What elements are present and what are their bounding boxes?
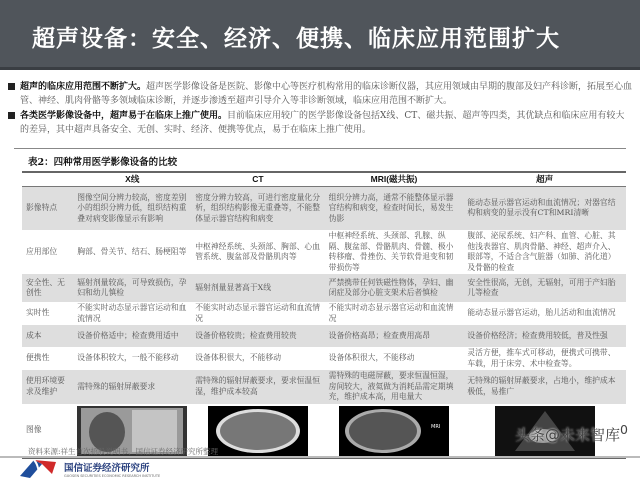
- table-cell: 辐射剂量较高，可导致损伤，孕妇和幼儿慎检: [73, 274, 191, 302]
- row-label: 便携性: [26, 353, 50, 363]
- bullet-item: [8, 80, 633, 108]
- bullet-item: [8, 109, 633, 137]
- table-cell: 灵活方便，推车式可移动，便携式可携带、车载，用于床旁、术中检查等。: [467, 348, 616, 368]
- bullet-list: [8, 80, 633, 138]
- table-row: [22, 274, 626, 302]
- comparison-table: [22, 171, 626, 459]
- logo-icon: [18, 458, 58, 480]
- table-cell: 设备价格适中；检查费用适中: [73, 325, 191, 347]
- source-note: 资料来源:祥生首次招股说明书、国信证券经济研究所整理: [28, 447, 219, 456]
- table-cell: 腹部、泌尿系统、妇产科、血管、心脏、其他浅表器官、肌肉骨骼、神经、超声介入、眼部等，不适合含气脏器（如肺、消化道）及骨骼的检查: [467, 231, 616, 272]
- table-cell: 需特殊的电磁屏蔽，要求恒温恒湿，房间较大，液氦做为消耗品需定期填充，维护成本高，用电量大: [325, 370, 464, 404]
- table-cell: 辐射剂量显著高于X线: [191, 274, 324, 302]
- table-title: 表2：四种常用医学影像设备的比较: [28, 157, 178, 168]
- row-label: 使用环境要求及维护: [22, 370, 73, 404]
- table-cell: 设备体积很大，不能移动: [195, 353, 282, 363]
- bullet-square-icon: [8, 83, 15, 90]
- watermark-text: 头条@未来智库: [515, 426, 621, 444]
- table-cell: 需特殊的辐射屏蔽要求: [73, 370, 191, 404]
- table-cell: 不能实时动态显示器官运动和血流情况: [77, 303, 187, 323]
- table-cell: 安全性很高，无创，无辐射，可用于产妇胎儿等检查: [463, 274, 626, 302]
- table-row: [22, 347, 626, 370]
- table-row: [22, 370, 626, 404]
- table-cell: 能动态显示器官运动，胎儿活动和血流情况: [467, 308, 616, 318]
- table-cell: 设备价格经济；检查费用较低，普及性强: [463, 325, 626, 347]
- company-logo: [18, 458, 160, 480]
- table-cell: 中枢神经系统、头颈部、胸部、心血管系统、腹盆部及骨骼肌肉等: [195, 241, 321, 261]
- row-label: 影像特点: [22, 186, 73, 230]
- table-cell: 需特殊的辐射屏蔽要求，要求恒温恒湿，维护成本较高: [191, 370, 324, 404]
- table-cell: 图像空间分辨力较高，密度差别小的组织分辨力低，组织结构重叠对病变影像显示有影响: [73, 186, 191, 230]
- watermark: [515, 422, 628, 445]
- ct-image: [208, 406, 308, 456]
- table-cell: 严禁携带任何铁磁性物体，孕妇、幽闭症及部分心脏支架术后者慎检: [325, 274, 464, 302]
- bullet-text: 超声医学影像设备是医院、影像中心等医疗机构常用的临床诊断仪器，其应用领域由早期的腹部及妇产科诊断，拓展至心血管、神经、肌肉骨骼等多领域临床诊断，并逐步渗透至超声引导介入等非诊断领域，临床应用范围不断扩大。: [20, 82, 633, 106]
- column-header: X线: [73, 172, 191, 186]
- column-header: 超声: [463, 172, 626, 186]
- table-row: [22, 230, 626, 274]
- mri-image: [339, 406, 449, 456]
- row-label: 图像: [26, 425, 42, 435]
- table-cell: 设备体积较大，一般不能移动: [77, 353, 179, 363]
- bullet-heading: 各类医学影像设备中，超声易于在临床上推广使用。: [20, 111, 228, 121]
- table-header-row: [22, 172, 626, 186]
- image-cell: [325, 404, 464, 459]
- page-title: 超声设备：安全、经济、便携、临床应用范围扩大: [32, 25, 560, 52]
- bullet-heading: 超声的临床应用范围不断扩大。: [20, 82, 147, 92]
- title-bar: [0, 0, 640, 70]
- row-label: 实时性: [26, 308, 50, 318]
- logo-subtext: GUOSEN SECURITIES ECONOMIC RESEARCH INSTITUTE: [64, 474, 161, 478]
- table-cell: 能动态显示器官运动和血流情况；对器官结构和病变的显示没有CT和MRI清晰: [463, 186, 626, 230]
- table-cell: 不能实时动态显示器官运动和血流情况: [328, 303, 454, 323]
- column-header: MRI(磁共振): [325, 172, 464, 186]
- table-cell: 设备价格较贵；检查费用较贵: [191, 325, 324, 347]
- logo-text: 国信证券经济研究所: [64, 463, 150, 474]
- table-cell: 不能实时动态显示器官运动和血流情况: [195, 303, 321, 323]
- svg-text:MRI: MRI: [431, 423, 441, 430]
- table-cell: 密度分辨力较高，可进行密度量化分析，组织结构影像无重叠等，不能整体显示器官结构和病变: [191, 186, 324, 230]
- row-label: 应用部位: [26, 246, 58, 256]
- column-header: CT: [191, 172, 324, 186]
- table-row: [22, 325, 626, 347]
- page-number: 0: [620, 422, 628, 437]
- table-cell: 无特殊的辐射屏蔽要求，占地小，维护成本极低，易推广: [463, 370, 626, 404]
- table-row: [22, 186, 626, 230]
- table-cell: 设备体积很大，不能移动: [328, 353, 415, 363]
- table-cell: 组织分辨力高，通常不能整体显示器官结构和病变，检查时间长，易发生伪影: [325, 186, 464, 230]
- table-cell: 设备价格高昂；检查费用高昂: [325, 325, 464, 347]
- bullet-square-icon: [8, 112, 15, 119]
- column-header: [22, 172, 73, 186]
- table-cell: 中枢神经系统、头颈部、乳腺、纵隔、腹盆部、骨骼肌肉、骨髓、极小转移瘤、骨挫伤、关节软骨退变和韧带损伤等: [328, 231, 454, 272]
- table-row: [22, 302, 626, 325]
- divider: [14, 148, 626, 149]
- bullet-text: 目前临床应用较广的医学影像设备包括X线、CT、磁共振、超声等四类，其优缺点和临床应用有较大的差异，其中超声具备安全、无创、实时、经济、便携等优点，易于在临床上推广使用。: [20, 111, 625, 135]
- row-label: 安全性、无创性: [22, 274, 73, 302]
- row-label: 成本: [22, 325, 73, 347]
- table-cell: 胸部、骨关节、结石、肠梗阻等: [77, 246, 187, 256]
